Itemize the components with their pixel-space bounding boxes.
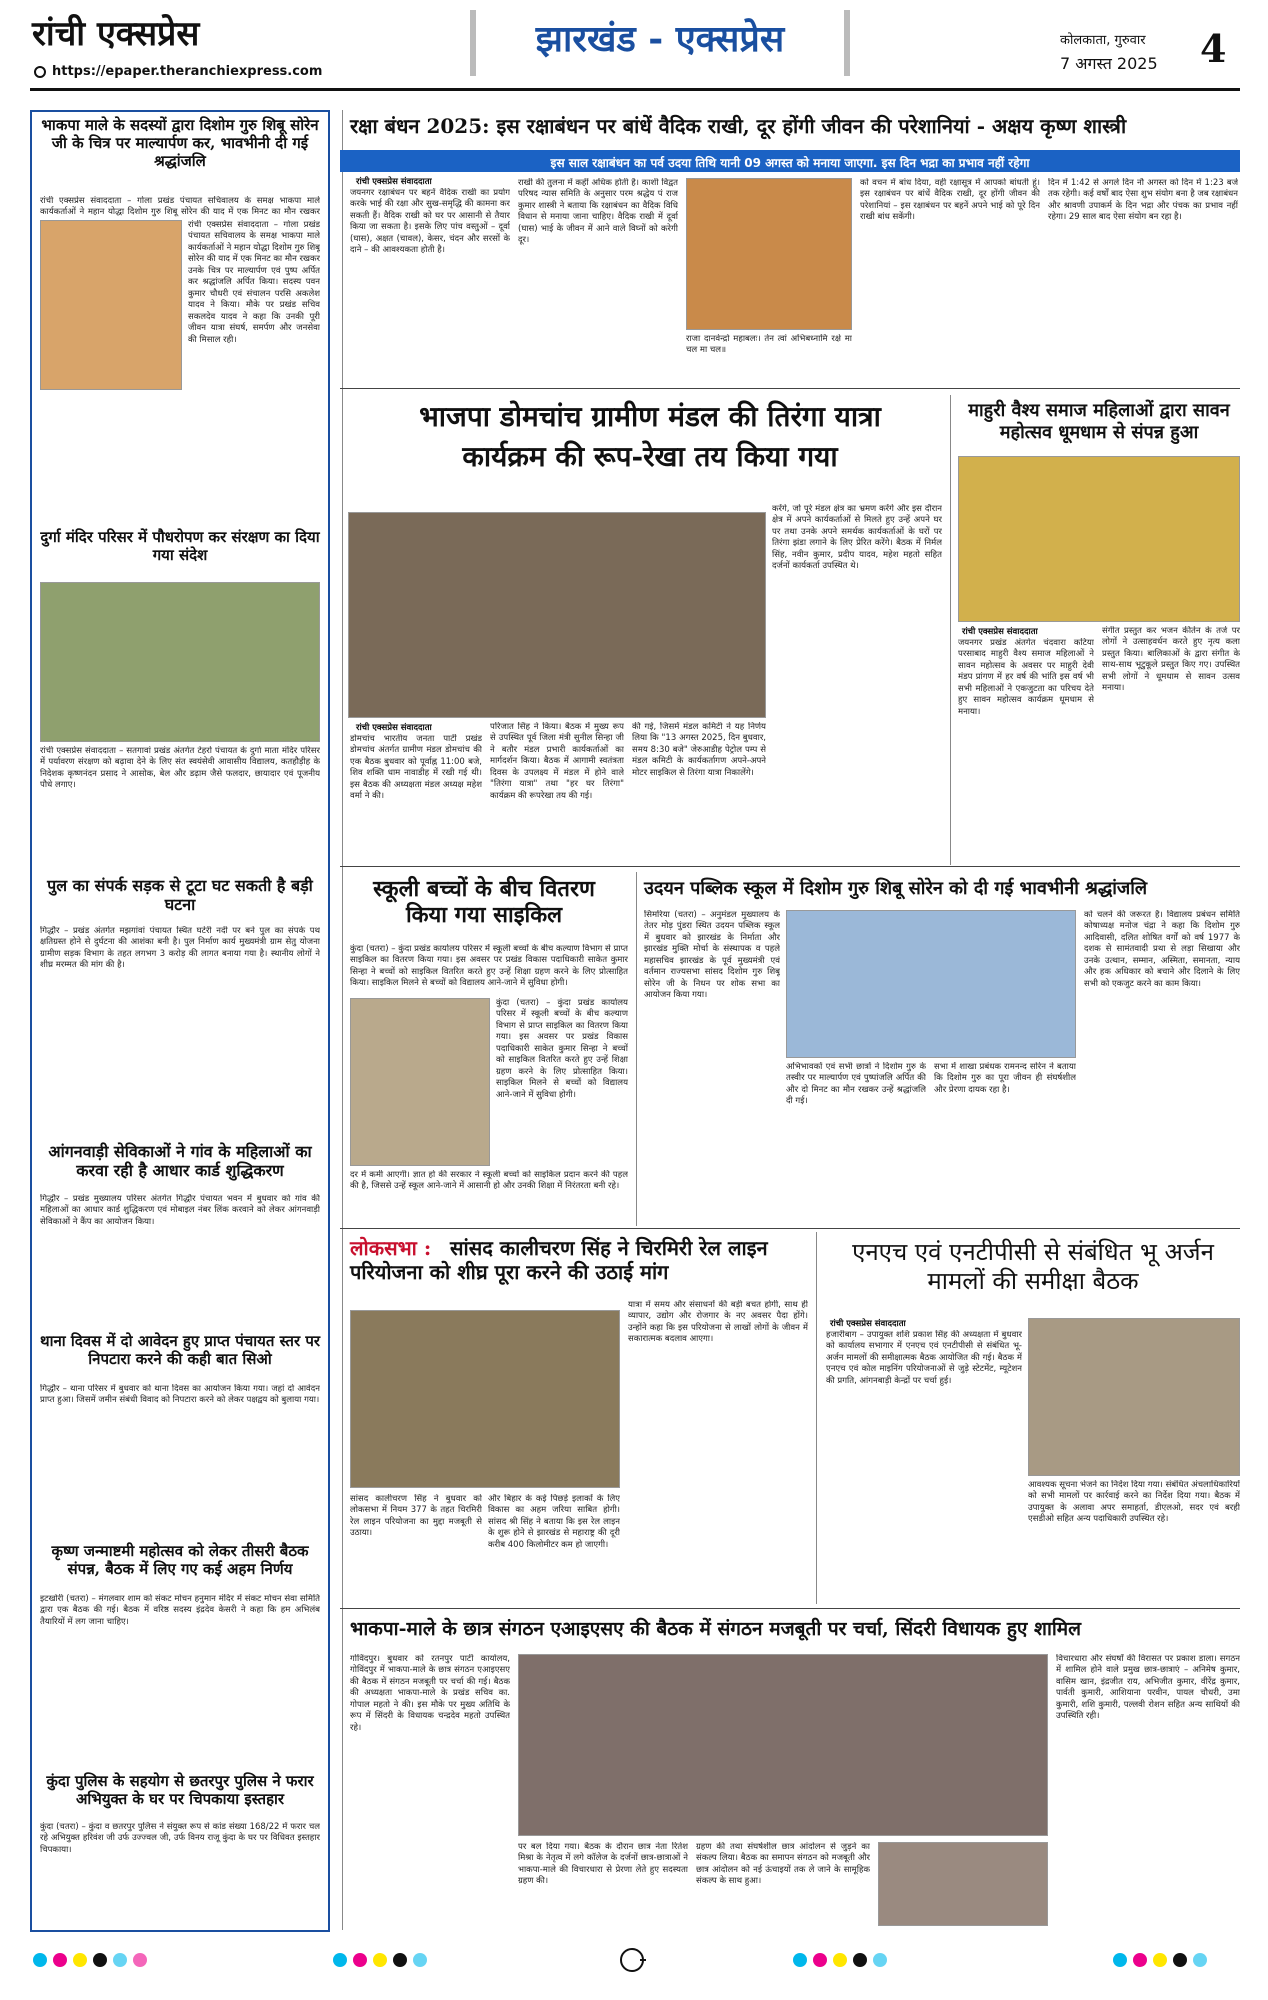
issue-date: 7 अगस्त 2025 [1060,54,1158,73]
story-body: गिद्धौर – प्रखंड मुख्यालय परिसर अंतर्गत गिद्धौर पंचायत भवन में बुधवार को गांव की महिलाओं का आधार कार्ड शुद्धिकरण एवं मोबाइल नंबर लिंक करवाने को लेकर आंगनवाड़ी सेविकाओं ने कैंप का आयोजन किया। [40,1194,320,1227]
registration-marks [30,1948,1240,1978]
meeting-photo [348,512,766,718]
story-body: कुंदा (चतरा) – कुंदा व छतरपुर पुलिस ने संयुक्त रूप से कांड संख्या 168/22 में फरार चल रहे अभियुक्त हरिवंश जी उर्फ उज्ज्वल जी, उर्फ विनय राजू कुंदा के घर पर विधिवत इस्तहार चिपकाया। [40,1822,320,1855]
story-body: को चलने की जरूरत है। विद्यालय प्रबंधन समिति कोषाध्यक्ष मनोज चंद्रा ने कहा कि दिशोम गुरु आदिवासी, दलित शोषित वर्गों को वर्ष 1977 के दशक से सामंतवादी प्रथा से लड़ा सिखाया और उनके उत्थान, सम्मान, अस्मिता, समानता, न्याय और हक अधिकार को बचाने और दिलाने के लिए सभी को एकजुट करने का काम किया। [1084,910,1240,989]
story-body: जयनगर प्रखंड अंतर्गत चंदवारा कटिया परसाबाद माहुरी वैश्य समाज महिलाओं ने सावन महोत्सव के अवसर पर माहुरी देवी मंडप प्रांगण में हर वर्ष की भांति इस वर्ष भी सभी महिलाओं ने एकजुटता का परिचय देते हुए सावन महोत्सव कार्यक्रम धूमधाम से मनाया। [958,638,1094,717]
headline: रक्षा बंधन 2025: इस रक्षाबंधन पर बांधें वैदिक राखी, दूर होंगी जीवन की परेशानियां - अक्षय कृष्ण शास्त्री [350,114,1127,138]
story-body: सिमरिया (चतरा) – अनुमंडल मुख्यालय के तेतर मोड़ पुंडरा स्थित उदयन पब्लिक स्कूल में बुधवार को झारखंड के निर्माता और झारखंड मुक्ति मोर्चा के संस्थापक व पहले महासचिव झारखंड के पूर्व मुख्यमंत्री एवं वर्तमान राज्यसभा सांसद दिशोम गुरु शिबू सोरेन जी के निधन पर शोक सभा का आयोजन किया गया। [644,910,780,1001]
story-body: यात्रा में समय और संसाधनों की बड़ी बचत होगी, साथ ही व्यापार, उद्योग और रोजगार के नए अवसर पैदा होंगे। उन्होंने कहा कि इस परियोजना से लाखों लोगों के जीवन में सकारात्मक बदलाव आएगा। [628,1300,808,1345]
story-body: और बिहार के कई पिछड़े इलाकों के लिए विकास का अहम जरिया साबित होगी। सांसद श्री सिंह ने बताया कि इस रेल लाइन के शुरू होने से झारखंड से महाराष्ट्र की दूरी करीब 400 किलोमीटर कम हो जाएगी। [488,1494,620,1550]
story-body: पर बल दिया गया। बैठक के दौरान छात्र नेता रितेश मिश्रा के नेतृत्व में लगे कॉलेज के दर्जनों छात्र-छात्राओं ने भाकपा-माले की विचारधारा से प्रेरणा लेते हुए सदस्यता ग्रहण की। [518,1842,688,1887]
story-body: राखी की तुलना में कहीं अधिक होती है। काशी विद्वत परिषद न्यास समिति के अनुसार परम श्रद्धेय पं राज कुमार शास्त्री ने बताया कि रक्षाबंधन का वैदिक विधि विधान से मनाया जाना चाहिए। वैदिक राखी में दूर्वा (घास) भाई के जीवन में आने वाले विघ्नों को करेगी दूर। [518,178,678,246]
story-title: आंगनवाड़ी सेविकाओं ने गांव के महिलाओं का करवा रही है आधार कार्ड शुद्धिकरण [48,1142,312,1181]
masthead [0,0,1268,88]
tribute-photo [786,910,1076,1058]
paper-name: रांची एक्सप्रेस [32,14,200,54]
headline: भाकपा-माले के छात्र संगठन एआइएसए की बैठक में संगठन मजबूती पर चर्चा, सिंदरी विधायक हुए शामिल [350,1618,1082,1640]
story-title: दुर्गा मंदिर परिसर में पौधरोपण कर संरक्षण का दिया गया संदेश [40,528,320,564]
headline: माहुरी वैश्य समाज महिलाओं द्वारा सावन महोत्सव धूमधाम से संपन्न हुआ [968,400,1230,443]
story-body: गिद्धौर – थाना परिसर में बुधवार को थाना दिवस का आयोजन किया गया। जहां दो आवेदन प्राप्त हुआ। जिसमें जमीन संबंधी विवाद को निपटारा करने को लेकर पक्षद्वय को बुलाया गया। [40,1384,320,1406]
story-body: रांची एक्सप्रेस संवाददाता – गोला प्रखंड पंचायत सचिवालय के समक्ष भाकपा माले कार्यकर्ताओं ने महान योद्धा दिशोम गुरु शिबू सोरेन की याद में एक मिनट का मौन रखकर [40,196,320,218]
section-title: झारखंड - एक्सप्रेस [535,18,785,60]
story-body: कुंदा (चतरा) – कुंदा प्रखंड कार्यालय परिसर में स्कूली बच्चों के बीच कल्याण विभाग से प्राप्त साइकिल का वितरण किया गया। इस अवसर पर प्रखंड विकास पदाधिकारी साकेत कुमार सिन्हा ने बच्चों को साइकिल वितरित करते हुए उन्हें शिक्षा ग्रहण करने के लिए प्रोत्साहित किया। साइकिल मिलने से बच्चों को विद्यालय आने-जाने में सुविधा होगी। [350,944,628,989]
byline: रांची एक्सप्रेस संवाददाता [962,627,1038,637]
story-body: रांची एक्सप्रेस संवाददाता – सतगावां प्रखंड अंतर्गत टेहरो पंचायत के दुर्गा माता मंदिर परिसर में पर्यावरण संरक्षण को बढ़ावा देने के लिए संत स्वयंसेवी आवासीय विद्यालय, कतहौड़ीह के निदेशक कृष्णनंदन प्रसाद ने आसोक, बेल और डढ़ाम जैसे फलदार, छायादार एवं पूजनीय पौधे लगाए। [40,746,320,791]
byline: रांची एक्सप्रेस संवाददाता [830,1319,906,1329]
headline: भाजपा डोमचांच ग्रामीण मंडल की तिरंगा यात्रा [419,400,881,433]
headline: उदयन पब्लिक स्कूल में दिशोम गुरु शिबू सोरेन को दी गई भावभीनी श्रद्धांजलि [644,878,1148,899]
story-body: की गई, जिसमें मंडल कमिटी ने यह निर्णय लिया कि "13 अगस्त 2025, दिन बुधवार, समय 8:30 बजे" जेरुआडीह पेट्रोल पम्प से मंडल कमिटी के कार्यकर्तागण अपने-अपने मोटर साइकिल से तिरंगा यात्रा निकालेंगे। [632,722,766,778]
story-body: को वचन में बांध दिया, वही रक्षासूत्र में आपको बांधती हूं। इस रक्षाबंधन पर बांधें वैदिक राखी, दूर होंगी जीवन की परेशानियां – इस रक्षाबंधन पर बहनें अपने भाई को पूरे दिन राखी बांध सकेंगी। [860,178,1040,223]
epaper-link[interactable]: https://epaper.theranchiexpress.com [52,64,323,79]
cycle-photo [350,998,490,1166]
review-meeting-photo [1028,1318,1240,1476]
story-title: कुंदा पुलिस के सहयोग से छतरपुर पुलिस ने फरार अभियुक्त के घर पर चिपकाया इस्तहार [46,1772,314,1808]
story-body: करेंगे, जो पूरे मंडल क्षेत्र का भ्रमण करेंगे और इस दौरान क्षेत्र में अपने कार्यकर्ताओं से मिलते हुए उन्हें अपने घर पर तथा उनके अपने समर्थक कार्यकर्ताओं के घरों पर तिरंगा झंडा लगाने के लिए प्रेरित करेंगे। बैठक में निर्मल सिंह, नवीन कुमार, प्रदीप यादव, महेश महतो सहित दर्जनों कार्यकर्ता उपस्थित थे। [772,504,942,572]
story-title: भाकपा माले के सदस्यों द्वारा दिशोम गुरु शिबू सोरेन जी के चित्र पर माल्यार्पण कर, भावभीनी दी गई श्रद्धांजलि [41,116,319,170]
headline: कार्यक्रम की रूप-रेखा तय किया गया [462,440,838,473]
story-body: दर में कमी आएगी। ज्ञात हो की सरकार ने स्कूली बच्चों को साइकिल प्रदान करने की पहल की है, जिससे उन्हें स्कूल आने-जाने में आसानी हो और उनकी शिक्षा में निरंतरता बनी रहे। [350,1170,628,1192]
headline: स्कूली बच्चों के बीच वितरण किया गया साइकिल [373,876,595,929]
headline: सांसद कालीचरण सिंह ने चिरमिरी रेल लाइन परियोजना को शीघ्र पूरा करने की उठाई मांग [350,1236,768,1284]
subtitle: इस साल रक्षाबंधन का पर्व उदया तिथि यानी 09 अगस्त को मनाया जाएगा. इस दिन भद्रा का प्रभाव नहीं रहेगा [550,156,1030,170]
story-title: थाना दिवस में दो आवेदन हुए प्राप्त पंचायत स्तर पर निपटारा करने की कही बात सिओ [40,1332,320,1368]
story-photo [40,220,182,390]
story-body: डोमचांच भारतीय जनता पार्टी प्रखंड डोमचांच अंतर्गत ग्रामीण मंडल डोमचांच की एक बैठक बुधवार को पूर्वाह्न 11:00 बजे, शिव शक्ति धाम नावाडीह में रखी गई थी। इस बैठक की अध्यक्षता मंडल अध्यक्ष महेश वर्मा ने की। [350,734,482,802]
photo-caption: राजा दानवेन्द्रो महाबलः। तेन त्वां अभिबध्नामि रक्षे मा चल मा चल॥ [686,334,852,356]
story-body: जयनगर रक्षाबंधन पर बहनें वैदिक राखी का प्रयोग करके भाई की रक्षा और सुख-समृद्धि की कामना कर सकती हैं। वैदिक राखी को घर पर आसानी से तैयार किया जा सकता है। इसके लिए पांच वस्तुओं – दूर्वा (घास), अक्षत (चावल), केसर, चंदन और सरसों के दाने – की आवश्यकता होती है। [350,188,510,256]
byline: रांची एक्सप्रेस संवाददाता [356,723,432,733]
story-body: दिन में 1:42 से अगले दिन नौ अगस्त को दिन में 1:23 बजे तक रहेगी। कई वर्षों बाद ऐसा शुभ संयोग बना है जब रक्षाबंधन और श्रावणी उपाकर्म के दिन भद्रा और पंचक का प्रभाव नहीं रहेगा। 29 साल बाद ऐसा संयोग बन रहा है। [1048,178,1238,223]
story-body: गिद्धौर – प्रखंड अंतर्गत मझगांवां पंचायत स्थित घटेरी नदी पर बने पुल का संपर्क पथ क्षतिग्रस्त होने से दुर्घटना की आशंका बनी है। पुल निर्माण कार्य मुख्यमंत्री ग्राम सेतु योजना ग्रामीण सड़क विभाग के तहत लगभग 3 करोड़ की लागत बनाया गया है। स्थानीय लोगों ने शीघ्र मरम्मत की मांग की है। [40,926,320,971]
students-photo-2 [878,1842,1048,1926]
story-body: सभा में शाखा प्रबंधक रामनन्द सोरेन ने बताया कि दिशोम गुरु का पूरा जीवन ही संघर्षशील और प्रेरणा दायक रहा है। [934,1062,1076,1095]
story-body: अभिभावकों एवं सभी छात्रों ने दिशोम गुरु के तस्वीर पर माल्यार्पण एवं पुष्पांजलि अर्पित की और दो मिनट का मौन रखकर उन्हें श्रद्धांजलि दी गई। [786,1062,926,1107]
page-number: 4 [1200,26,1227,71]
headline-tag: लोकसभा : [350,1236,432,1260]
story-body-cont: कुंदा (चतरा) – कुंदा प्रखंड कार्यालय परिसर में स्कूली बच्चों के बीच कल्याण विभाग से प्राप्त साइकिल का वितरण किया गया। इस अवसर पर प्रखंड विकास पदाधिकारी साकेत कुमार सिन्हा ने बच्चों को साइकिल वितरित करते हुए उन्हें शिक्षा ग्रहण करने के लिए प्रोत्साहित किया। साइकिल मिलने से बच्चों को विद्यालय आने-जाने में सुविधा होगी। [496,998,628,1100]
astrologer-photo [686,178,852,330]
students-photo [518,1654,1048,1836]
story-body-cont: रांची एक्सप्रेस संवाददाता – गोला प्रखंड पंचायत सचिवालय के समक्ष भाकपा माले कार्यकर्ताओं ने महान योद्धा दिशोम गुरु शिबू सोरेन की याद में एक मिनट का मौन रखकर उनके चित्र पर माल्यार्पण एवं पुष्प अर्पित कर श्रद्धांजलि अर्पित किया। सदस्य पवन कुमार चौधरी एवं संचालन परसि अकलेश यादव ने किया। मौके पर प्रखंड सचिव सकलदेव यादव ने कहा कि उनकी पूरी जीवन यात्रा संघर्ष, समर्पण और जनसेवा की मिसाल रही। [188,220,320,345]
byline: रांची एक्सप्रेस संवाददाता [356,177,432,187]
story-body: इटखोरी (चतरा) – मंगलवार शाम को संकट मोचन हनुमान मंदिर में संकट मोचन सेवा समिति द्वारा एक बैठक की गई। बैठक में वरिष्ठ सदस्य इंद्रदेव केसरी ने कहा कि हम अभिलंब तैयारियों में लग जाना चाहिए। [40,1594,320,1627]
story-photo [40,582,320,742]
story-body: हजारीबाग – उपायुक्त शशि प्रकाश सिंह की अध्यक्षता में बुधवार को कार्यालय सभागार में एनएच एवं एनटीपीसी से संबंधित भू-अर्जन मामलों की समीक्षात्मक बैठक आयोजित की गई। बैठक में एनएच एवं कोल माइनिंग परियोजनाओं से जुड़े स्टेटमेंट, म्यूटेशन की प्रगति, आंगनबाड़ी केन्द्रों पर चर्चा हुई। [826,1330,1022,1386]
story-body: संगीत प्रस्तुत कर भजन कीर्तन के तर्ज पर लोगों ने उत्साहवर्धन करते हुए नृत्य कला प्रस्तुत किया। बालिकाओं के द्वारा संगीत के साथ-साथ भूटुकूले प्रस्तुत किए गए। उपस्थित सभी लोगों ने धूमधाम से सावन उत्सव मनाया। [1102,626,1240,694]
headline: एनएच एवं एनटीपीसी से संबंधित भू अर्जन मामलों की समीक्षा बैठक [852,1238,1214,1295]
photo-caption: सांसद कालीचरण सिंह ने बुधवार को लोकसभा में नियम 377 के तहत चिरमिरी रेल लाइन परियोजना का मुद्दा मजबूती से उठाया। [350,1494,482,1539]
parliament-photo [350,1310,620,1488]
story-title: पुल का संपर्क सड़क से टूटा घट सकती है बड़ी घटना [47,876,313,915]
globe-icon [34,66,46,78]
story-title: कृष्ण जन्माष्टमी महोत्सव को लेकर तीसरी बैठक संपन्न, बैठक में लिए गए कई अहम निर्णय [51,1542,309,1578]
story-body: परिजात सिंह ने किया। बैठक में मुख्य रूप से उपस्थित पूर्व जिला मंत्री सुनील सिन्हा जी ने बतौर मंडल प्रभारी कार्यकर्ताओं का मार्गदर्शन किया। बैठक में आगामी स्वतंत्रता दिवस के उपलक्ष्य में मंडल में होने वाले "तिरंगा यात्रा" तथा "हर घर तिरंगा" कार्यक्रम की रूपरेखा तय की गई। [490,722,624,801]
story-body: आवश्यक सूचना भेजने का निर्देश दिया गया। संबंधित अंचलाधिकारियों को सभी मामलों पर कार्रवाई करने का निर्देश दिया गया। बैठक में उपायुक्त के अलावा अपर समाहर्ता, डीएलओ, सदर एवं बरही एसडीओ सहित अन्य पदाधिकारी उपस्थित रहे। [1028,1480,1240,1525]
story-body: विचारधारा और संघर्षों की विरासत पर प्रकाश डाला। सगठन में शामिल होने वाले प्रमुख छात्र-छात्राएं – अनिमेष कुमार, वासिम खान, इंद्रजीत राय, अभिजीत कुमार, वीरेंद्र कुमार, पार्वती कुमारी, आशियाना परवीन, पायल चौधरी, उमा कुमारी, शशि कुमारी, पल्लवी रोशन सहित अन्य साथियों की उपस्थिति रही। [1056,1654,1240,1722]
story-body: ग्रहण की तथा संघर्षशील छात्र आंदोलन से जुड़ने का संकल्प लिया। बैठक का समापन संगठन को मजबूती और छात्र आंदोलन को नई ऊंचाइयों तक ले जाने के सामूहिक संकल्प के साथ हुआ। [696,1842,870,1887]
story-body: गोविंदपुर। बुधवार को रतनपुर पार्टी कार्यालय, गोविंदपुर में भाकपा-माले के छात्र संगठन एआइएसए की बैठक में संगठन मजबूती पर चर्चा की गई। बैठक की अध्यक्षता भाकपा-माले के प्रखंड सचिव का. गोपाल महतो ने की। इस मौके पर मुख्य अतिथि के रूप में सिंदरी के विधायक चन्द्रदेव महतो उपस्थित रहे। [350,1654,510,1733]
women-photo [958,456,1240,622]
city-day: कोलकाता, गुरुवार [1060,33,1146,48]
